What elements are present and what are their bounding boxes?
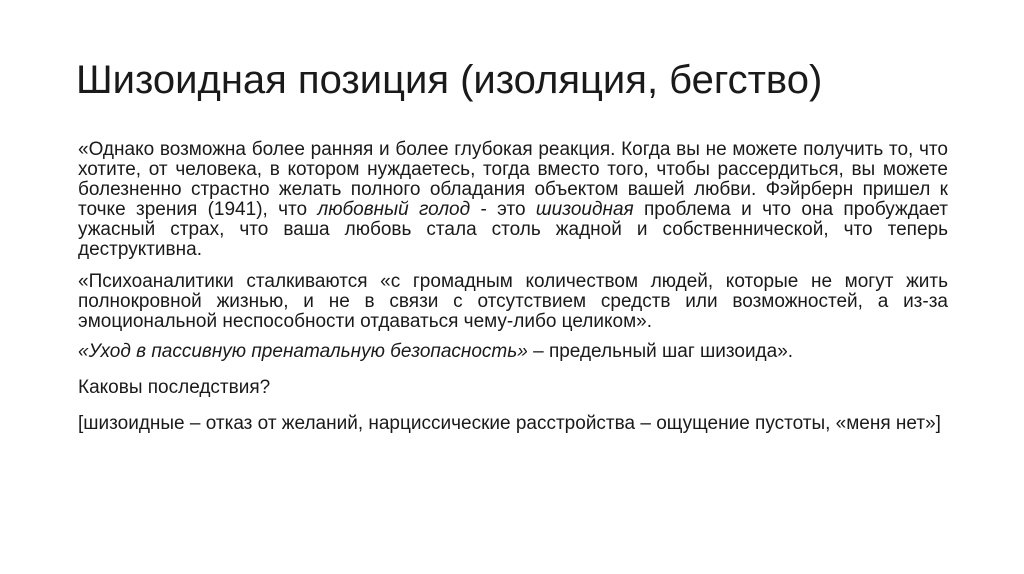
p3-text-rest: – предельный шаг шизоида». (527, 341, 794, 362)
slide-title: Шизоидная позиция (изоляция, бегство) (76, 58, 823, 102)
p1-text-c: проблема и что она пробуждает ужасный страх, что ваша любовь стала столь жадной и собственнической, что теперь деструктивна. (78, 199, 949, 260)
p1-text-b: - это (470, 199, 536, 220)
paragraph-question: Каковы последствия? (78, 377, 271, 398)
p3-italic-withdrawal: «Уход в пассивную пренатальную безопасность» (78, 341, 528, 362)
p1-text-a: «Однако возможна более ранняя и более глубокая реакция. Когда вы не можете получить то, что хотите, от человека, в котором нуждаетесь, тогда вместо того, чтобы рассердиться, вы можете болезненно страстно желать полного обладания объектом вашей любви. Фэйрберн пришел к точке зрения (1941), что (78, 139, 948, 220)
paragraph-consequences: [шизоидные – отказ от желаний, нарциссические расстройства – ощущение пустоты, «меня нет»] (78, 413, 941, 434)
p1-italic-schizoid: шизоидная (535, 199, 634, 220)
paragraph-withdrawal (78, 342, 948, 362)
p1-italic-love-hunger: любовный голод (317, 199, 471, 220)
paragraph-psychoanalysts-quote: «Психоаналитики сталкиваются «с громадным количеством людей, которые не могут жить полнокровной жизнью, и не в связи с отсутствием средств или возможностей, а из-за эмоциональной неспособности отдаваться чему-либо целиком». (78, 271, 948, 332)
paragraph-fairbairn-quote (78, 140, 948, 260)
slide-body (78, 140, 948, 434)
